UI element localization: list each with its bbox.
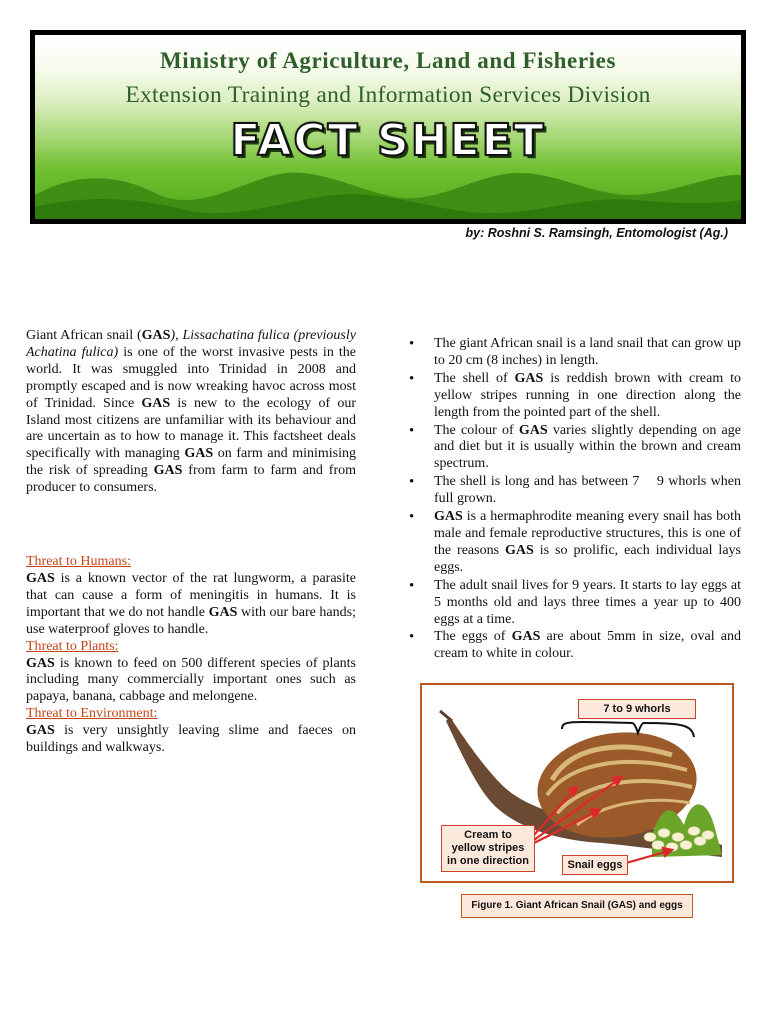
banner-division-title: Extension Training and Information Services Division (125, 82, 651, 108)
callout-eggs-label: Snail eggs (562, 855, 628, 875)
intro-text: Giant African snail ( (26, 328, 142, 343)
right-column (409, 336, 745, 664)
fact-list-item: • The colour of GAS varies slightly depending on age and diet but it is usually within the brown and cream spectrum. (409, 423, 741, 474)
intro-bold-gas: GAS (184, 446, 214, 462)
callout-line: in one direction (447, 855, 529, 867)
callout-whorls-label: 7 to 9 whorls (578, 699, 696, 719)
bold-gas: GAS (26, 570, 55, 586)
callout-line: yellow stripes (451, 842, 525, 854)
banner-fact-sheet-title: FACT SHEET (230, 115, 546, 166)
body-text: with our bare hands; use waterproof gloves to handle. (26, 604, 356, 637)
fact-list-item: • GAS is a hermaphrodite meaning every snail has both male and female reproductive structures, this is one of the reasons GAS is so prolific, each individual lays eggs. (409, 509, 741, 577)
threat-humans-text (26, 571, 356, 639)
body-text: is known to feed on 500 different species of plants including many commercially important ones such as papaya, banana, cabbage and melongene. (26, 655, 356, 705)
fact-list (409, 336, 745, 663)
fact-list-item: • The adult snail lives for 9 years. It starts to lay eggs at 5 months old and lays three times a year up to 400 eggs at a time. (409, 578, 741, 629)
intro-bold-gas: GAS (153, 463, 183, 479)
callout-line: Cream to (464, 829, 512, 841)
intro-text: is new to the ecology of our Island most citizens are unfamiliar with its behaviour and are uncertain as to how to manage it. This factsheet deals specifically with managing (26, 395, 357, 462)
threat-environment-text (26, 723, 356, 757)
intro-text: is one of the worst invasive pests in the world. It was smuggled into Trinidad in 2008 and promptly escaped and is now wreaking havoc across most of Trinidad. Since (26, 344, 357, 411)
threat-plants-text (26, 656, 356, 707)
callout-stripes-label (441, 825, 535, 872)
author-byline: by: Roshni S. Ramsingh, Entomologist (Ag.) (465, 226, 728, 240)
threat-plants-heading: Threat to Plants: (26, 638, 119, 654)
bold-gas: GAS (26, 655, 55, 671)
left-column (26, 328, 356, 757)
intro-paragraph (26, 328, 356, 497)
fact-list-item: • The shell of GAS is reddish brown with cream to yellow stripes running in one direction along the length from the pointed part of the shell. (409, 371, 741, 422)
fact-list-item: • The shell is long and has between 7 9 whorls when full grown. (409, 474, 741, 508)
scientific-name: Lissachatina fulica (previously Achatina fulica) (26, 328, 356, 360)
fact-sheet-banner (30, 30, 746, 224)
intro-text: ), (170, 328, 183, 343)
bold-gas: GAS (208, 604, 238, 620)
threat-humans-heading: Threat to Humans: (26, 554, 131, 570)
bold-gas: GAS (26, 723, 55, 739)
body-text: is a known vector of the rat lungworm, a parasite that can cause a form of meningitis in humans. It is important that we do not handle (26, 570, 356, 620)
intro-text: on farm and minimising the risk of spreading (26, 446, 356, 479)
banner-ministry-title: Ministry of Agriculture, Land and Fisheries (160, 48, 616, 73)
snail-figure (420, 683, 734, 883)
banner-background (35, 35, 741, 219)
intro-bold-gas: GAS (141, 395, 171, 411)
threat-environment-heading: Threat to Environment: (26, 706, 158, 722)
body-text: is very unsightly leaving slime and faeces on buildings and walkways. (26, 723, 356, 756)
figure-caption: Figure 1. Giant African Snail (GAS) and eggs (461, 894, 693, 918)
fact-list-item: • The eggs of GAS are about 5mm in size, oval and cream to white in colour. (409, 629, 741, 663)
intro-text: from farm to farm and from producer to consumers. (26, 463, 356, 496)
intro-bold-gas: GAS (141, 328, 171, 343)
fact-list-item: • The giant African snail is a land snail that can grow up to 20 cm (8 inches) in length. (409, 336, 741, 370)
